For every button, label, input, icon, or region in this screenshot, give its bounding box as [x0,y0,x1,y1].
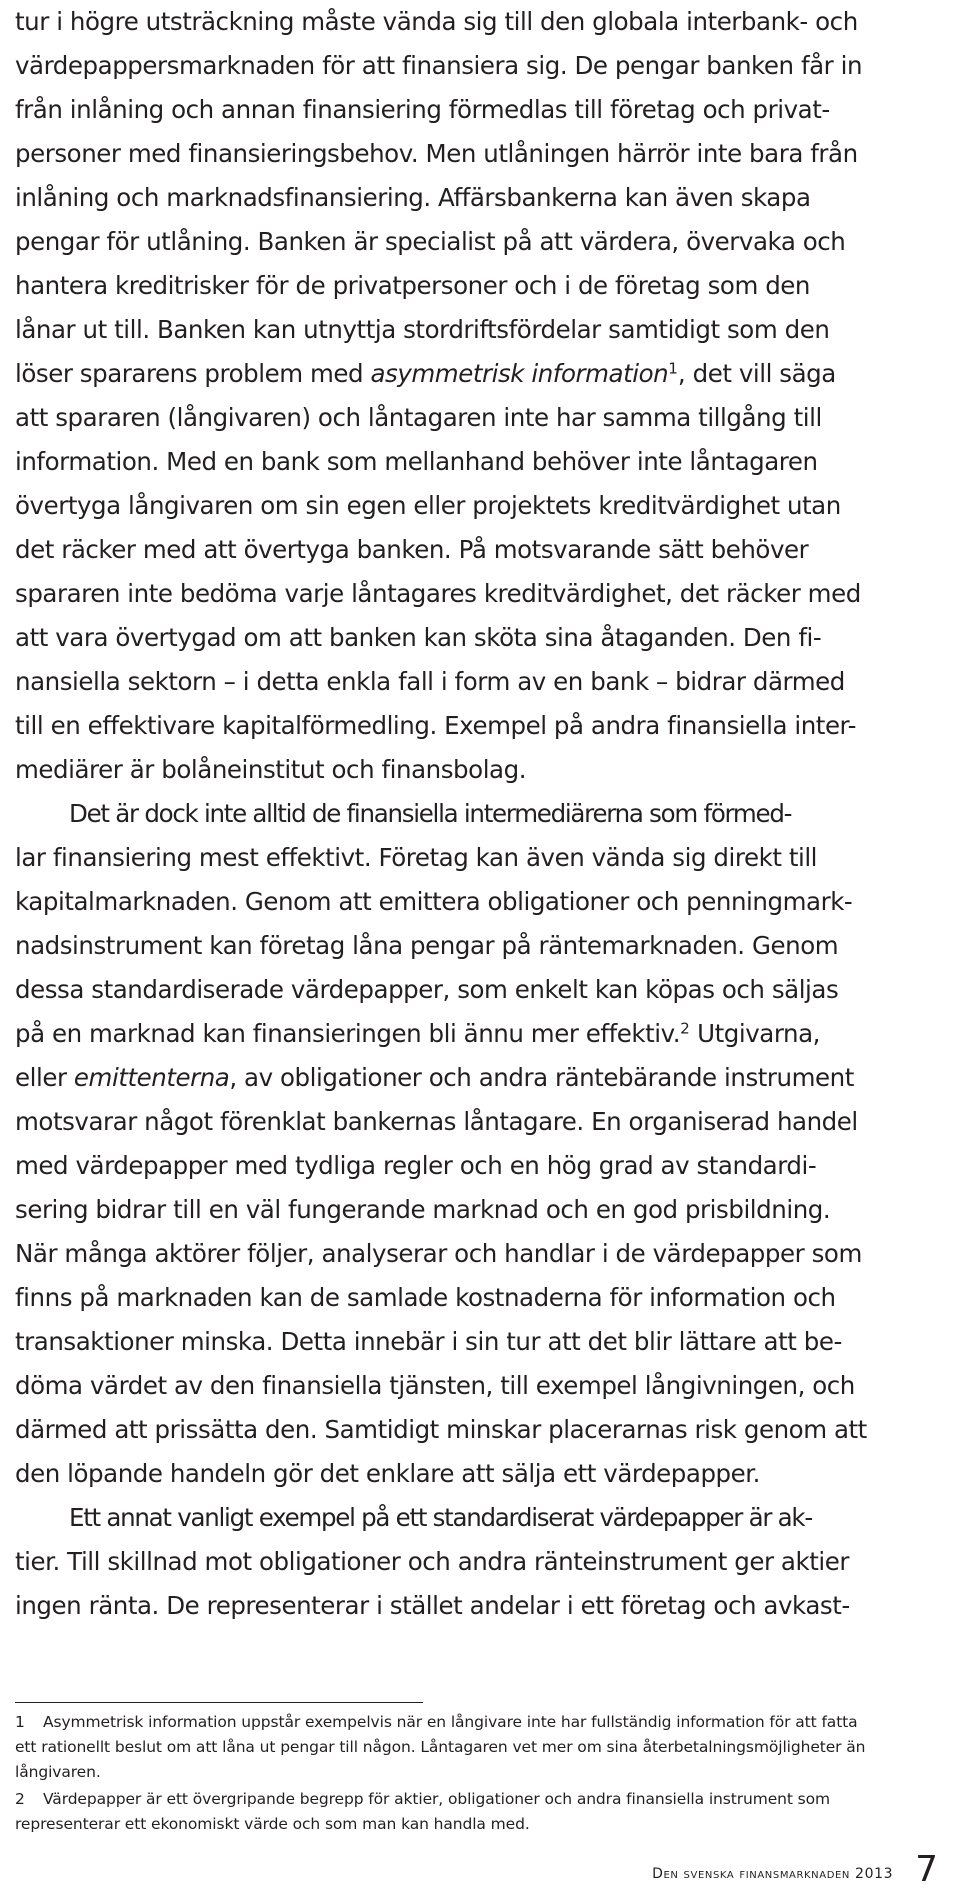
page-number: 7 [915,1849,938,1890]
text-line: mediärer är bolåneinstitut och finansbolag. [15,755,527,784]
body-text [15,0,915,1628]
text-line: det räcker med att övertyga banken. På motsvarande sätt behöver [15,535,809,564]
text-line: nadsinstrument kan företag låna pengar på räntemarknaden. Genom [15,931,839,960]
text-segment: , det vill säga [677,359,836,388]
footnote-reference-1[interactable]: 1 [668,359,678,378]
text-line: personer med finansieringsbehov. Men utlåningen härrör inte bara från [15,139,858,168]
text-line: sering bidrar till en väl fungerande marknad och en god prisbildning. [15,1195,831,1224]
text-line: pengar för utlåning. Banken är specialist på att värdera, övervaka och [15,227,846,256]
text-line: Ett annat vanligt exempel på ett standardiserat värdepapper är ak- [69,1503,812,1532]
publication-title: Den svenska finansmarknaden 2013 [652,1866,894,1882]
footnotes [15,1710,915,1839]
text-line: värdepappersmarknaden för att finansiera sig. De pengar banken får in [15,51,863,80]
text-segment: löser spararens problem med [15,359,371,388]
text-line: med värdepapper med tydliga regler och en hög grad av standardi- [15,1151,817,1180]
text-line: spararen inte bedöma varje låntagares kreditvärdighet, det räcker med [15,579,861,608]
text-line [15,352,915,396]
footnote-line [15,1710,915,1735]
text-line [15,1056,915,1100]
emphasized-term: emittenterna [73,1063,230,1092]
text-line: tier. Till skillnad mot obligationer och andra ränteinstrument ger aktier [15,1547,849,1576]
text-line: När många aktörer följer, analyserar och handlar i de värdepapper som [15,1239,862,1268]
text-line: kapitalmarknaden. Genom att emittera obligationer och penningmark- [15,887,853,916]
text-line: lar finansiering mest effektivt. Företag kan även vända sig direkt till [15,843,818,872]
text-line: Det är dock inte alltid de finansiella intermediärerna som förmed- [69,799,792,828]
text-line [15,1012,915,1056]
text-line: från inlåning och annan finansiering förmedlas till företag och privat- [15,95,830,124]
text-line: till en effektivare kapitalförmedling. Exempel på andra finansiella inter- [15,711,857,740]
text-line: lånar ut till. Banken kan utnyttja stordriftsfördelar samtidigt som den [15,315,830,344]
footnote-divider [15,1702,423,1703]
paragraph-2 [15,792,915,1496]
text-segment: eller [15,1063,74,1092]
footnote-line: representerar ett ekonomiskt värde och som man kan handla med. [15,1815,530,1833]
text-line: därmed att prissätta den. Samtidigt minskar placerarnas risk genom att [15,1415,867,1444]
footnote-text: Värdepapper är ett övergripande begrepp för aktier, obligationer och andra finansiella instrument som [43,1790,831,1808]
text-segment: , av obligationer och andra räntebärande instrument [229,1063,854,1092]
text-line: hantera kreditrisker för de privatpersoner och i de företag som den [15,271,811,300]
text-line: inlåning och marknadsfinansiering. Affärsbankerna kan även skapa [15,183,811,212]
text-line: den löpande handeln gör det enklare att sälja ett värdepapper. [15,1459,760,1488]
text-line: att spararen (långivaren) och låntagaren inte har samma tillgång till [15,403,822,432]
paragraph-1 [15,0,915,792]
text-line: motsvarar något förenklat bankernas låntagare. En organiserad handel [15,1107,858,1136]
footnote-line: ett rationellt beslut om att låna ut pengar till någon. Låntagaren vet mer om sina återbetalningsmöjligheter än [15,1738,866,1756]
footnote-1 [15,1710,915,1785]
text-line: att vara övertygad om att banken kan sköta sina åtaganden. Den fi- [15,623,822,652]
text-line: information. Med en bank som mellanhand behöver inte låntagaren [15,447,818,476]
footnote-2 [15,1787,915,1837]
page-footer [652,1849,938,1890]
text-line: dessa standardiserade värdepapper, som enkelt kan köpas och säljas [15,975,839,1004]
text-segment: Utgivarna, [689,1019,821,1048]
text-line: ingen ränta. De representerar i stället andelar i ett företag och avkast- [15,1591,850,1620]
footnote-line [15,1787,915,1812]
text-line: finns på marknaden kan de samlade kostnaderna för information och [15,1283,836,1312]
footnote-number: 1 [15,1713,25,1731]
text-line: övertyga långivaren om sin egen eller projektets kreditvärdighet utan [15,491,841,520]
footnote-reference-2[interactable]: 2 [680,1019,690,1038]
footnote-number: 2 [15,1790,25,1808]
footnote-text: Asymmetrisk information uppstår exempelvis när en långivare inte har fullständig information för att fatta [43,1713,858,1731]
text-line: nansiella sektorn – i detta enkla fall i form av en bank – bidrar därmed [15,667,845,696]
emphasized-term: asymmetrisk information [370,359,669,388]
text-line: döma värdet av den finansiella tjänsten, till exempel långivningen, och [15,1371,855,1400]
paragraph-3 [15,1496,915,1628]
text-line: tur i högre utsträckning måste vända sig till den globala interbank- och [15,7,858,36]
footnote-line: långivaren. [15,1763,101,1781]
text-line: transaktioner minska. Detta innebär i sin tur att det blir lättare att be- [15,1327,842,1356]
text-segment: på en marknad kan finansieringen bli ännu mer effektiv. [15,1019,681,1048]
